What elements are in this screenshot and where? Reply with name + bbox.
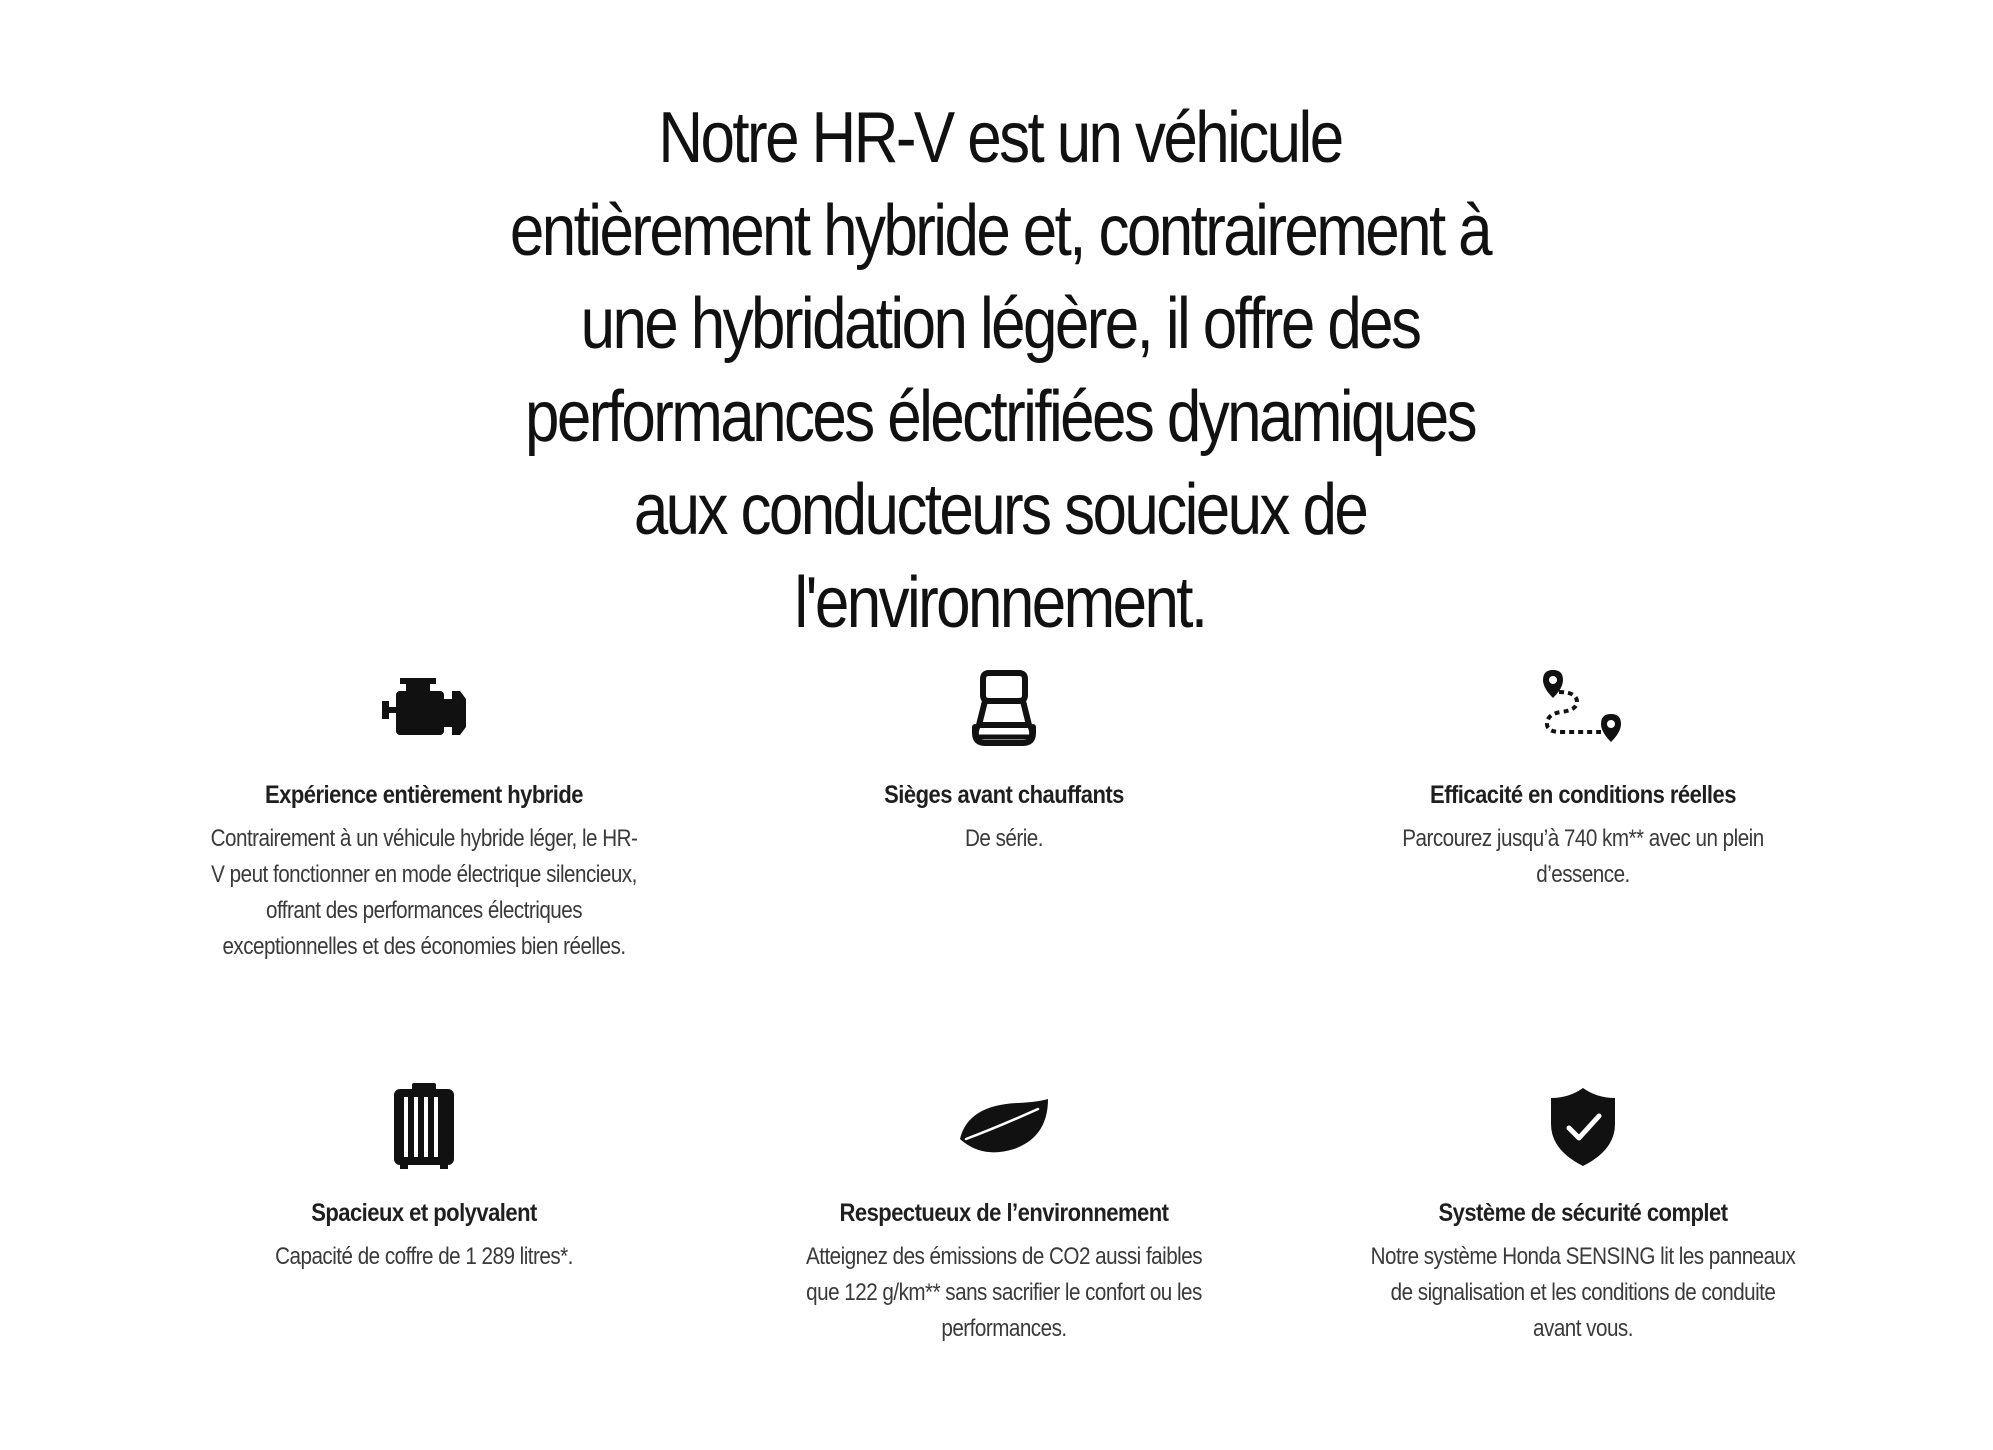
feature-full-hybrid xyxy=(164,665,684,965)
feature-heated-seats xyxy=(744,665,1264,857)
engine-icon xyxy=(164,665,684,753)
feature-description: Parcourez jusqu’à 740 km** avec un plein d’essence. xyxy=(1402,825,1764,888)
feature-title: Respectueux de l’environnement xyxy=(839,1199,1169,1227)
feature-title: Efficacité en conditions réelles xyxy=(1430,781,1736,809)
feature-description: Capacité de coffre de 1 289 litres*. xyxy=(275,1243,573,1270)
feature-description: De série. xyxy=(965,825,1043,852)
feature-real-world-efficiency xyxy=(1323,665,1843,893)
feature-title: Spacieux et polyvalent xyxy=(311,1199,537,1227)
headline: Notre HR-V est un véhicule entièrement hybride et, contrairement à une hybridation légère, il offre des performances électrifiées dynamiques aux conducteurs soucieux de l'environnement. xyxy=(509,98,1491,643)
feature-title: Sièges avant chauffants xyxy=(884,781,1124,809)
suitcase-icon xyxy=(164,1083,684,1171)
feature-title: Système de sécurité complet xyxy=(1438,1199,1728,1227)
leaf-icon xyxy=(744,1083,1264,1171)
feature-description: Notre système Honda SENSING lit les panneaux de signalisation et les conditions de conduite avant vous. xyxy=(1370,1243,1796,1342)
shield-check-icon xyxy=(1323,1083,1843,1171)
feature-spacious xyxy=(164,1083,684,1275)
feature-description: Atteignez des émissions de CO2 aussi faibles que 122 g/km** sans sacrifier le confort ou les performances. xyxy=(805,1243,1203,1342)
feature-title: Expérience entièrement hybride xyxy=(265,781,583,809)
feature-eco-friendly xyxy=(744,1083,1264,1347)
car-seat-icon xyxy=(744,665,1264,753)
route-icon xyxy=(1323,665,1843,753)
feature-safety-system xyxy=(1323,1083,1843,1347)
feature-description: Contrairement à un véhicule hybride léger, le HR-V peut fonctionner en mode électrique silencieux, offrant des performances électriques exceptionnelles et des économies bien réelles. xyxy=(210,825,638,960)
